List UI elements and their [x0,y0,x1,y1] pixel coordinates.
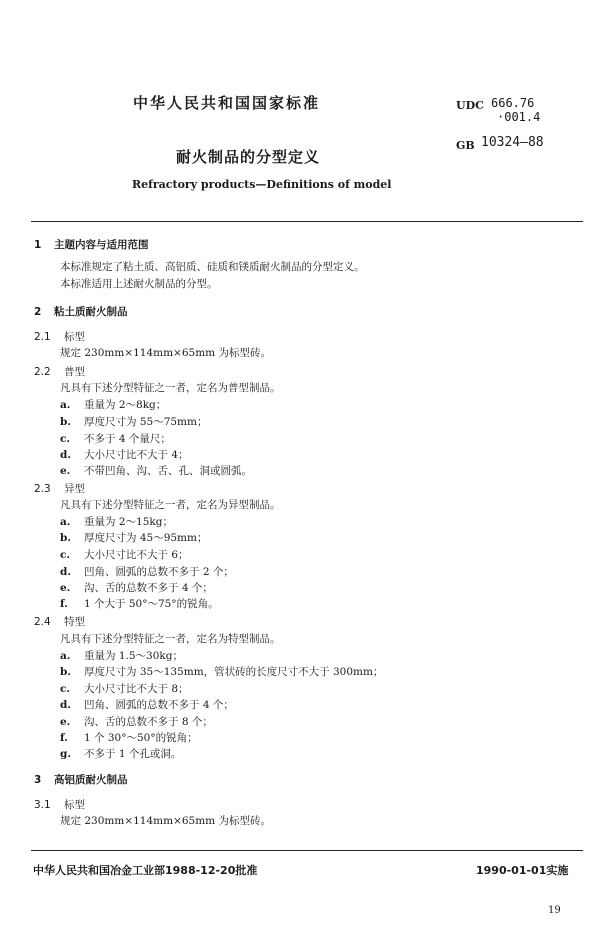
list-item: a. 重量为 1.5～30kg； [60,650,183,662]
list-item: d. 大小尺寸比不大于 4； [60,449,189,461]
section-2-heading: 2 粘土质耐火制品 [34,306,128,318]
approval-statement: 中华人民共和国冶金工业部1988-12-20批准 [33,864,258,877]
subsection-2-2-heading: 2.2 普型 [34,366,85,378]
footer-divider [31,850,583,851]
udc-code: 666.76 [491,96,535,110]
list-item: a. 重量为 2～8kg； [60,399,167,411]
list-item: d. 凹角、圆弧的总数不多于 4 个； [60,699,234,711]
section-1-heading: 1 主题内容与适用范围 [34,239,149,251]
list-item: c. 不多于 4 个量尺； [60,433,171,445]
page-number: 19 [548,905,561,916]
section-3-heading: 3 高铝质耐火制品 [34,774,128,786]
section-1-paragraph: 本标准规定了粘土质、高铝质、硅质和镁质耐火制品的分型定义。 [60,261,365,273]
list-item: b. 厚度尺寸为 55～75mm； [60,416,208,428]
subsection-2-4-heading: 2.4 特型 [34,616,85,628]
subsection-2-4-paragraph: 凡具有下述分型特征之一者，定名为特型制品。 [60,633,281,645]
list-item: d. 凹角、圆弧的总数不多于 2 个； [60,566,234,578]
gb-label: GB [456,139,475,152]
list-item: b. 厚度尺寸为 45～95mm； [60,532,208,544]
subsection-2-3-heading: 2.3 异型 [34,483,85,495]
list-item: e. 沟、舌的总数不多于 8 个； [60,716,213,728]
subsection-3-1-heading: 3.1 标型 [34,799,85,811]
document-title-en: Refractory products—Definitions of model [132,178,392,191]
udc-sub-code: ·001.4 [497,110,541,124]
subsection-2-2-paragraph: 凡具有下述分型特征之一者，定名为普型制品。 [60,382,281,394]
list-item: e. 不带凹角、沟、舌、孔、洞或圆弧。 [60,465,252,477]
list-item: f. 1 个 30°～50°的锐角； [60,732,198,744]
subsection-2-3-paragraph: 凡具有下述分型特征之一者，定名为异型制品。 [60,499,281,511]
header-divider [31,221,583,222]
udc-label: UDC [456,99,484,112]
section-1-paragraph: 本标准适用上述耐火制品的分型。 [60,278,218,290]
list-item: g. 不多于 1 个孔或洞。 [60,748,182,760]
subsection-2-1-heading: 2.1 标型 [34,331,85,343]
standard-name: 中华人民共和国国家标准 [133,94,321,112]
list-item: e. 沟、舌的总数不多于 4 个； [60,582,213,594]
gb-code: 10324—88 [481,135,544,150]
list-item: f. 1 个大于 50°～75°的锐角。 [60,598,219,610]
list-item: a. 重量为 2～15kg； [60,516,173,528]
subsection-3-1-paragraph: 规定 230mm×114mm×65mm 为标型砖。 [60,815,271,827]
effective-date: 1990-01-01实施 [476,864,569,877]
list-item: c. 大小尺寸比不大于 8； [60,683,189,695]
document-title-cn: 耐火制品的分型定义 [176,148,321,166]
subsection-2-1-paragraph: 规定 230mm×114mm×65mm 为标型砖。 [60,347,271,359]
list-item: b. 厚度尺寸为 35～135mm，管状砖的长度尺寸不大于 300mm； [60,666,384,678]
list-item: c. 大小尺寸比不大于 6； [60,549,189,561]
